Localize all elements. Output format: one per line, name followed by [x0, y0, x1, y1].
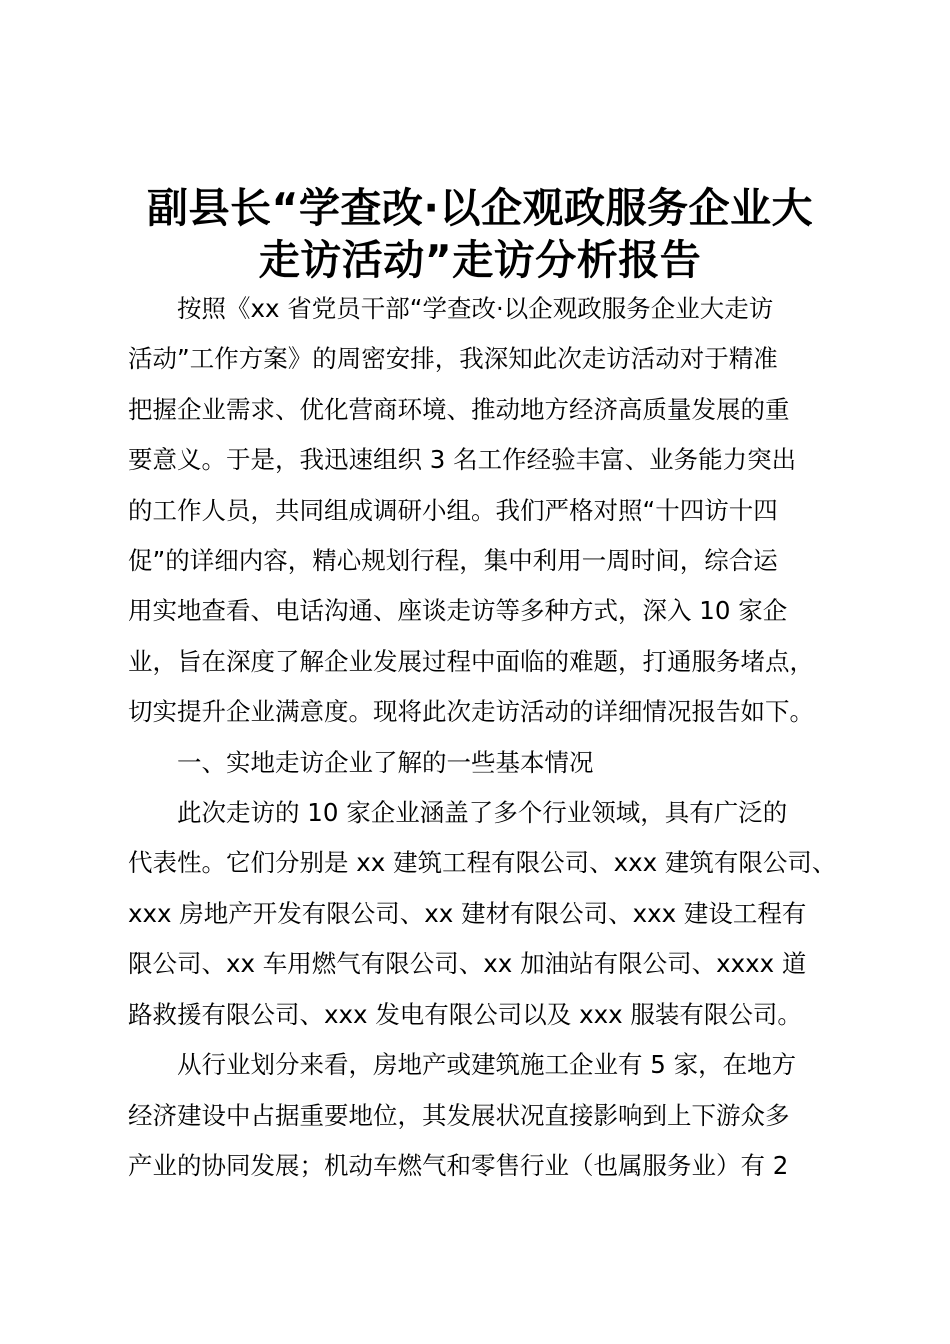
text-line: 路救援有限公司、xxx 发电有限公司以及 xxx 服装有限公司。 [128, 999, 802, 1029]
text-line: 产业的协同发展；机动车燃气和零售行业（也属服务业）有 2 [128, 1150, 789, 1180]
industry-paragraph [128, 1040, 850, 1191]
text-line: 经济建设中占据重要地位，其发展状况直接影响到上下游众多 [128, 1100, 790, 1130]
document-title [110, 182, 850, 286]
text-line: 的工作人员，共同组成调研小组。我们严格对照“十四访十四 [128, 495, 778, 525]
text-line: 把握企业需求、优化营商环境、推动地方经济高质量发展的重 [128, 394, 790, 424]
text-line: 业，旨在深度了解企业发展过程中面临的难题，打通服务堵点， [128, 646, 814, 676]
text-line: xxx 房地产开发有限公司、xx 建材有限公司、xxx 建设工程有 [128, 898, 807, 928]
text-line: 从行业划分来看，房地产或建筑施工企业有 5 家，在地方 [177, 1050, 797, 1080]
title-line: 副县长“学查改·以企观政服务企业大 [146, 184, 814, 232]
text-line: 限公司、xx 车用燃气有限公司、xx 加油站有限公司、xxxx 道 [128, 949, 807, 979]
section-heading [128, 738, 850, 788]
document-body [128, 284, 850, 1191]
text-line: 切实提升企业满意度。现将此次走访活动的详细情况报告如下。 [128, 697, 814, 727]
text-line: 活动”工作方案》的周密安排，我深知此次走访活动对于精准 [128, 344, 778, 374]
title-line: 走访活动”走访分析报告 [258, 236, 702, 284]
text-line: 此次走访的 10 家企业涵盖了多个行业领域，具有广泛的 [177, 798, 788, 828]
companies-paragraph [128, 788, 850, 1040]
text-line: 一、实地走访企业了解的一些基本情况 [177, 747, 594, 777]
text-line: 促”的详细内容，精心规划行程，集中利用一周时间，综合运 [128, 546, 778, 576]
text-line: 要意义。于是，我迅速组织 3 名工作经验丰富、业务能力突出 [128, 445, 797, 475]
intro-paragraph [128, 284, 850, 738]
text-line: 代表性。它们分别是 xx 建筑工程有限公司、xxx 建筑有限公司、 [128, 848, 837, 878]
text-line: 按照《xx 省党员干部“学查改·以企观政服务企业大走访 [177, 294, 774, 323]
text-line: 用实地查看、电话沟通、座谈走访等多种方式，深入 10 家企 [128, 596, 788, 626]
